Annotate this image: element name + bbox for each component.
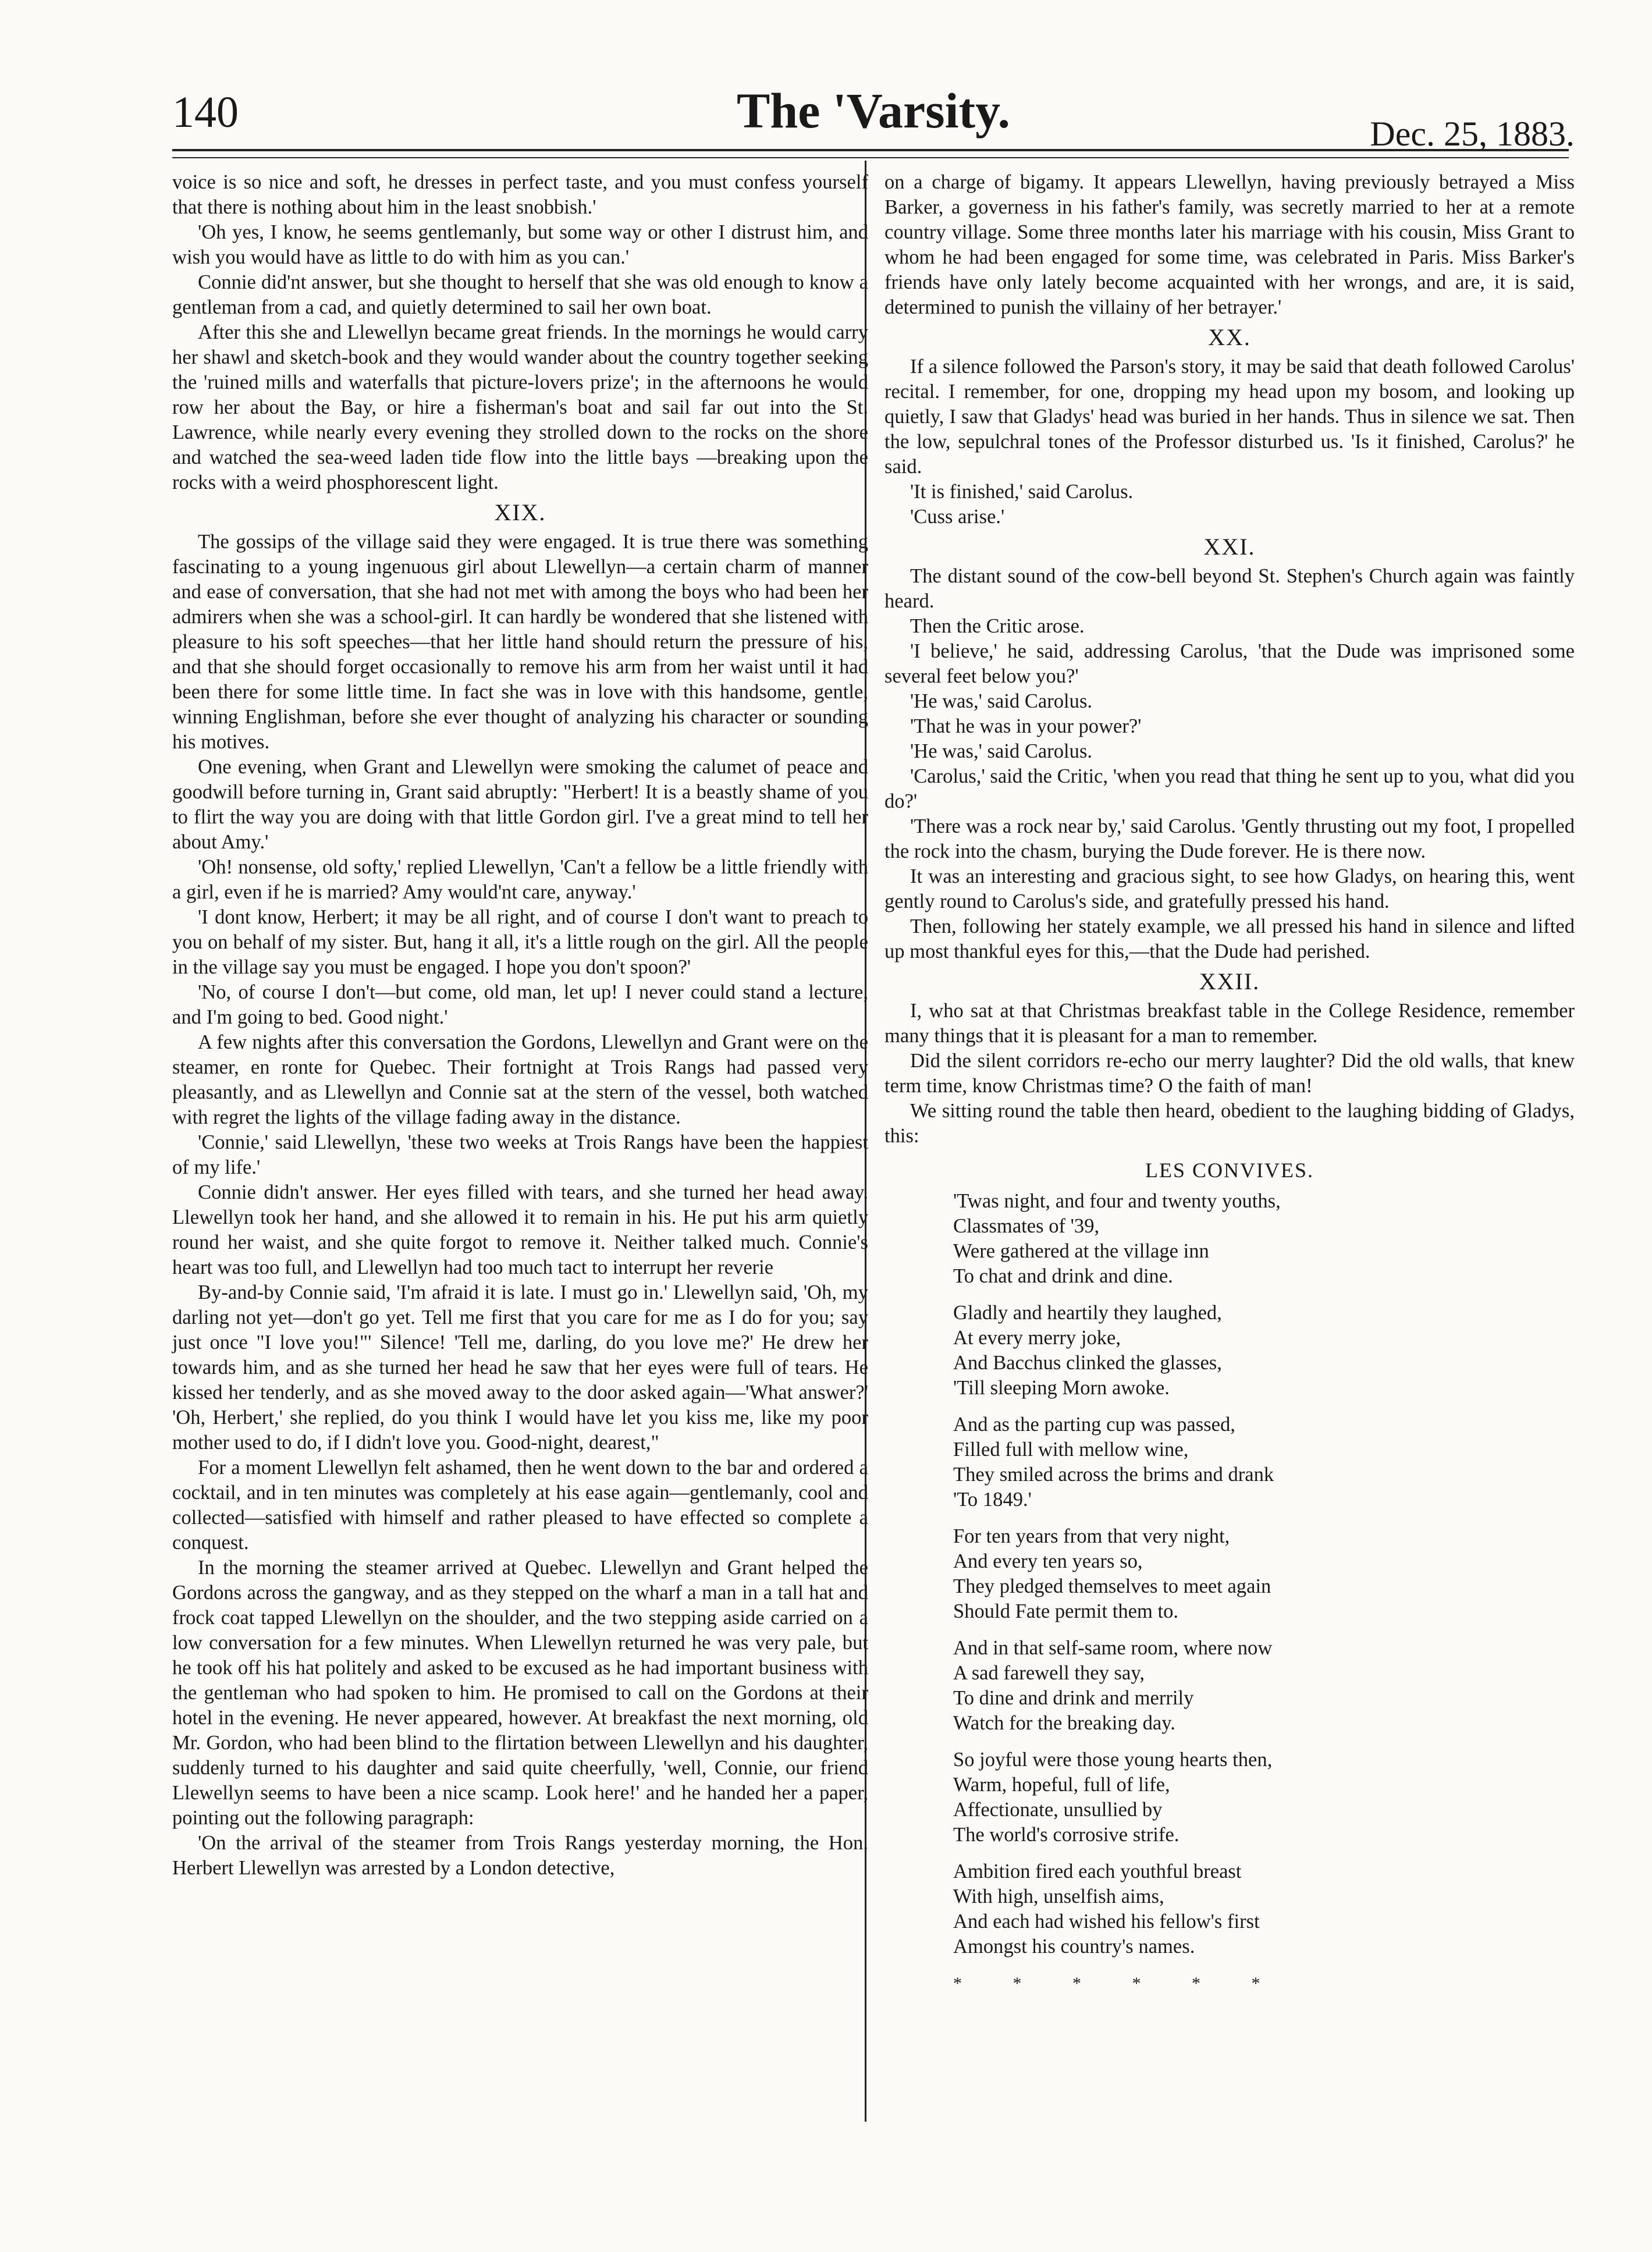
poem-stanza: [953, 1859, 1575, 1959]
poem-line: To chat and drink and dine.: [953, 1265, 1173, 1287]
page-header: [172, 81, 1575, 151]
poem-line: For ten years from that very night,: [953, 1525, 1230, 1547]
poem-line: With high, unselfish aims,: [953, 1885, 1164, 1908]
paragraph: 'There was a rock near by,' said Carolus. 'Gently thrusting out my foot, I propelled the rock into the chasm, burying the Dude forever. He is there now.: [884, 815, 1575, 862]
poem-line: Amongst his country's names.: [953, 1935, 1195, 1958]
poem-title: LES CONVIVES.: [1145, 1159, 1314, 1182]
asterism-divider: * * * * * *: [953, 1974, 1284, 1993]
paragraph: 'Carolus,' said the Critic, 'when you read that thing he sent up to you, what did you do?': [884, 765, 1575, 812]
chapter-heading-xxii: XXII.: [1199, 968, 1260, 994]
paragraph: 'I believe,' he said, addressing Carolus, 'that the Dude was imprisoned some several feet below you?': [884, 640, 1575, 687]
poem-stanza: [953, 1524, 1575, 1624]
poem-line: 'To 1849.': [953, 1489, 1032, 1511]
paragraph: If a silence followed the Parson's story, it may be said that death followed Carolus' recital. I remember, for one, dropping my head upon my bosom, and looking up quietly, I saw that Gladys' head was buried in her hands. Thus in silence we sat. Then the low, sepulchral tones of the Professor disturbed us. 'Is it finished, Carolus?' he said.: [884, 356, 1575, 478]
paragraph: The gossips of the village said they were engaged. It is true there was something fascinating to a young ingenuous girl about Llewellyn—a certain charm of manner and ease of conversation, that she had not met with among the boys who had been her admirers when she was a school-girl. It can hardly be wondered that she listened with pleasure to his soft speeches—that her little hand should return the pressure of his, and that she should forget occasionally to remove his arm from her waist until it had been there for some little time. In fact she was in love with this handsome, gentle, winning Englishman, before she ever thought of analyzing his character or sounding his motives.: [172, 531, 868, 753]
paragraph: 'He was,' said Carolus.: [910, 740, 1093, 762]
poem-line: Watch for the breaking day.: [953, 1712, 1175, 1734]
paragraph: Did the silent corridors re-echo our merry laughter? Did the old walls, that knew term time, know Christmas time? O the faith of man!: [884, 1050, 1575, 1097]
paragraph: 'Oh yes, I know, he seems gentlemanly, but some way or other I distrust him, and wish you would have as little to do with him as you can.': [172, 221, 868, 268]
poem-line: Filled full with mellow wine,: [953, 1438, 1189, 1461]
poem-line: At every merry joke,: [953, 1327, 1121, 1349]
poem-line: And as the parting cup was passed,: [953, 1413, 1235, 1436]
poem-line: A sad farewell they say,: [953, 1662, 1145, 1684]
chapter-heading-xxi: XXI.: [1203, 534, 1256, 560]
issue-date: Dec. 25, 1883.: [1370, 115, 1575, 153]
paragraph: Then the Critic arose.: [910, 615, 1085, 637]
paragraph: 'He was,' said Carolus.: [910, 690, 1093, 712]
poem-line: Warm, hopeful, full of life,: [953, 1774, 1170, 1796]
paragraph: 'That he was in your power?': [910, 715, 1142, 737]
poem-stanza: [953, 1636, 1575, 1736]
paragraph: It was an interesting and gracious sight, to see how Gladys, on hearing this, went gently round to Carolus's side, and gratefully pressed his hand.: [884, 865, 1575, 912]
header-rule: [172, 149, 1569, 151]
paragraph: 'On the arrival of the steamer from Trois Rangs yesterday morning, the Hon. Herbert Llewellyn was arrested by a London detective,: [172, 1832, 868, 1879]
paragraph: In the morning the steamer arrived at Quebec. Llewellyn and Grant helped the Gordons across the gangway, and as they stepped on the wharf a man in a tall hat and frock coat tapped Llewellyn on the shoulder, and the two stepping aside carried on a low conversation for a few minutes. When Llewellyn returned he was very pale, but he took off his hat politely and asked to be excused as he had important business with the gentleman who had spoken to him. He promised to call on the Gordons at their hotel in the evening. He never appeared, however. At breakfast the next morning, old Mr. Gordon, who had been blind to the flirtation between Llewellyn and his daughter, suddenly turned to his daughter and said quite cheerfully, 'well, Connie, our friend Llewellyn seems to have been a nice scamp. Look here!' and he handed her a paper, pointing out the following paragraph:: [172, 1557, 868, 1829]
paragraph: By-and-by Connie said, 'I'm afraid it is late. I must go in.' Llewellyn said, 'Oh, my darling not yet—don't go yet. Tell me first that you care for me as I do for you; say just once "I love you!"' Silence! 'Tell me, darling, do you love me?' He drew her towards him, and as she turned her head he saw that her eyes were full of tears. He kissed her tenderly, and as she moved away to the door asked again—'What answer?' 'Oh, Herbert,' she replied, do you think I would have let you kiss me, like my poor mother used to do, if I didn't love you. Good-night, dearest,": [172, 1281, 868, 1454]
paragraph: I, who sat at that Christmas breakfast table in the College Residence, remember many things that it is pleasant for a man to remember.: [884, 1000, 1575, 1047]
paragraph: 'No, of course I don't—but come, old man, let up! I never could stand a lecture, and I'm going to bed. Good night.': [172, 981, 868, 1028]
poem-line: So joyful were those young hearts then,: [953, 1749, 1273, 1771]
paragraph: One evening, when Grant and Llewellyn were smoking the calumet of peace and goodwill before turning in, Grant said abruptly: "Herbert! It is a beastly shame of you to flirt the way you are doing with that little Gordon girl. I've a great mind to tell her about Amy.': [172, 756, 868, 853]
poem-line: Were gathered at the village inn: [953, 1240, 1209, 1262]
paragraph: 'Connie,' said Llewellyn, 'these two weeks at Trois Rangs have been the happiest of my life.': [172, 1131, 868, 1178]
chapter-heading-xx: XX.: [1208, 324, 1251, 350]
poem-stanza: [953, 1301, 1575, 1401]
poem-line: Ambition fired each youthful breast: [953, 1860, 1242, 1882]
poem-line: And Bacchus clinked the glasses,: [953, 1352, 1222, 1374]
poem-line: And each had wished his fellow's first: [953, 1910, 1260, 1933]
poem-stanza: [953, 1189, 1575, 1289]
poem: [953, 1158, 1575, 1996]
paragraph: Then, following her stately example, we all pressed his hand in silence and lifted up most thankful eyes for this,—that the Dude had perished.: [884, 915, 1575, 962]
poem-line: Affectionate, unsullied by: [953, 1799, 1163, 1821]
poem-line: 'Twas night, and four and twenty youths,: [953, 1190, 1281, 1212]
paragraph: 'Oh! nonsense, old softy,' replied Llewellyn, 'Can't a fellow be a little friendly with a girl, even if he is married? Amy would'nt care, anyway.': [172, 856, 868, 903]
left-column: [172, 170, 868, 1881]
paragraph: For a moment Llewellyn felt ashamed, then he went down to the bar and ordered a cocktail, and in ten minutes was completely at his ease again—gentlemanly, cool and collected—satisfied with himself and rather pleased to have effected so complete a conquest.: [172, 1457, 868, 1554]
poem-line: They pledged themselves to meet again: [953, 1575, 1271, 1597]
paragraph: After this she and Llewellyn became great friends. In the mornings he would carry her shawl and sketch-book and they would wander about the country together seeking the 'ruined mills and waterfalls that picture-lovers prize'; in the afternoons he would row her about the Bay, or hire a fisherman's boat and sail far out into the St. Lawrence, while nearly every evening they strolled down to the rocks on the shore and watched the sea-weed laden tide flow into the little bays —breaking upon the rocks with a weird phosphorescent light.: [172, 321, 868, 493]
paragraph: 'I dont know, Herbert; it may be all right, and of course I don't want to preach to you on behalf of my sister. But, hang it all, it's a little rough on the girl. All the people in the village say you must be engaged. I hope you don't spoon?': [172, 906, 868, 978]
poem-line: To dine and drink and merrily: [953, 1687, 1194, 1709]
paragraph: Connie didn't answer. Her eyes filled with tears, and she turned her head away. Llewellyn took her hand, and she allowed it to remain in his. He put his arm quietly round her waist, and she quite forgot to remove it. Neither talked much. Connie's heart was too full, and Llewellyn had too much tact to interrupt her reverie: [172, 1181, 868, 1278]
right-column: [884, 170, 1575, 1996]
header-rule-thin: [172, 157, 1569, 158]
page-number: 140: [172, 88, 239, 137]
paragraph: The distant sound of the cow-bell beyond St. Stephen's Church again was faintly heard.: [884, 565, 1575, 612]
poem-line: Classmates of '39,: [953, 1215, 1100, 1237]
chapter-heading-xix: XIX.: [494, 499, 546, 525]
poem-line: 'Till sleeping Morn awoke.: [953, 1377, 1170, 1399]
poem-stanza: [953, 1747, 1575, 1848]
poem-line: They smiled across the brims and drank: [953, 1464, 1274, 1486]
paragraph: Connie did'nt answer, but she thought to herself that she was old enough to know a gentleman from a cad, and quietly determined to sail her own boat.: [172, 271, 868, 318]
paragraph: 'It is finished,' said Carolus.: [910, 481, 1134, 503]
poem-line: And in that self-same room, where now: [953, 1637, 1273, 1659]
poem-line: Gladly and heartily they laughed,: [953, 1302, 1222, 1324]
masthead-title: The 'Varsity.: [737, 83, 1010, 138]
poem-line: The world's corrosive strife.: [953, 1824, 1180, 1846]
paragraph: 'Cuss arise.': [910, 506, 1005, 528]
paragraph: We sitting round the table then heard, obedient to the laughing bidding of Gladys, this:: [884, 1100, 1575, 1147]
poem-line: And every ten years so,: [953, 1550, 1143, 1572]
paragraph: A few nights after this conversation the Gordons, Llewellyn and Grant were on the steamer, en ronte for Quebec. Their fortnight at Trois Rangs had passed very pleasantly, and as Llewellyn and Connie sat at the stern of the vessel, both watched with regret the lights of the village fading away in the distance.: [172, 1031, 868, 1128]
paragraph: on a charge of bigamy. It appears Llewellyn, having previously betrayed a Miss Barker, a governess in his father's family, was secretly married to her at a remote country village. Some three months later his marriage with his cousin, Miss Grant to whom he had been engaged for some time, was celebrated in Paris. Miss Barker's friends have only lately become acquainted with her wrongs, and are, it is said, determined to punish the villainy of her betrayer.': [884, 171, 1575, 318]
poem-line: Should Fate permit them to.: [953, 1600, 1179, 1622]
poem-stanza: [953, 1412, 1575, 1512]
paragraph: voice is so nice and soft, he dresses in perfect taste, and you must confess yourself that there is nothing about him in the least snobbish.': [172, 171, 868, 218]
